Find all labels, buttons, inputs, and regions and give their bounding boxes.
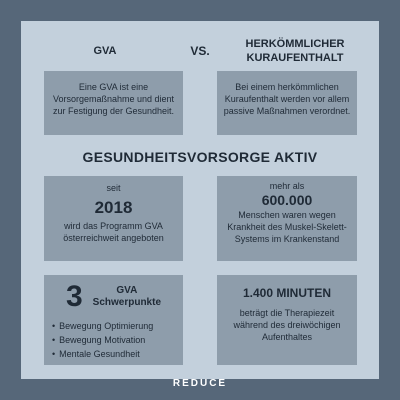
gva-description: Eine GVA ist eine Vorsorgemaßnahme und dient zur Festigung der Gesundheit. xyxy=(52,82,175,116)
gva-description-box xyxy=(44,71,183,135)
minutes-fact-box xyxy=(217,275,357,365)
people-fact-box xyxy=(217,176,357,261)
people-count: 600.000 xyxy=(261,192,313,208)
focus-item: • Mentale Gesundheit xyxy=(52,347,175,361)
kuraufenthalt-description: Bei einem herkömmlichen Kuraufenthalt werden vor allem passive Maßnahmen verordnet. xyxy=(223,82,351,116)
vs-label: VS. xyxy=(190,44,210,58)
kuraufenthalt-title-line1: HERKÖMMLICHER xyxy=(245,38,345,50)
reduce-logo: REDUCE xyxy=(172,378,228,389)
since-text: wird das Programm GVA österreichweit angeboten xyxy=(63,221,164,243)
focus-header xyxy=(52,281,175,313)
kuraufenthalt-title-line2: KURAUFENTHALT xyxy=(246,52,344,64)
people-prefix: mehr als xyxy=(269,181,305,191)
minutes-text: beträgt die Therapiezeit während des dreiwöchigen Aufenthaltes xyxy=(233,308,341,342)
gva-title: GVA xyxy=(93,45,117,57)
focus-list xyxy=(52,319,175,361)
since-year: 2018 xyxy=(94,198,133,217)
minutes-value: 1.400 MINUTEN xyxy=(242,286,332,300)
kuraufenthalt-title xyxy=(225,37,365,65)
focus-fact-box xyxy=(44,275,183,365)
focus-count: 3 xyxy=(65,280,83,313)
section-title: GESUNDHEITSVORSORGE AKTIV xyxy=(82,149,318,165)
since-fact-box xyxy=(44,176,183,261)
focus-label xyxy=(93,285,161,309)
focus-item: • Bewegung Optimierung xyxy=(52,319,175,333)
focus-label-line2: Schwerpunkte xyxy=(92,297,162,308)
focus-item: • Bewegung Motivation xyxy=(52,333,175,347)
kuraufenthalt-description-box xyxy=(217,71,357,135)
since-prefix: seit xyxy=(106,183,121,193)
focus-label-line1: GVA xyxy=(116,285,138,296)
people-text: Menschen waren wegen Krankheit des Muskel-Skelett-Systems im Krankenstand xyxy=(227,210,347,244)
